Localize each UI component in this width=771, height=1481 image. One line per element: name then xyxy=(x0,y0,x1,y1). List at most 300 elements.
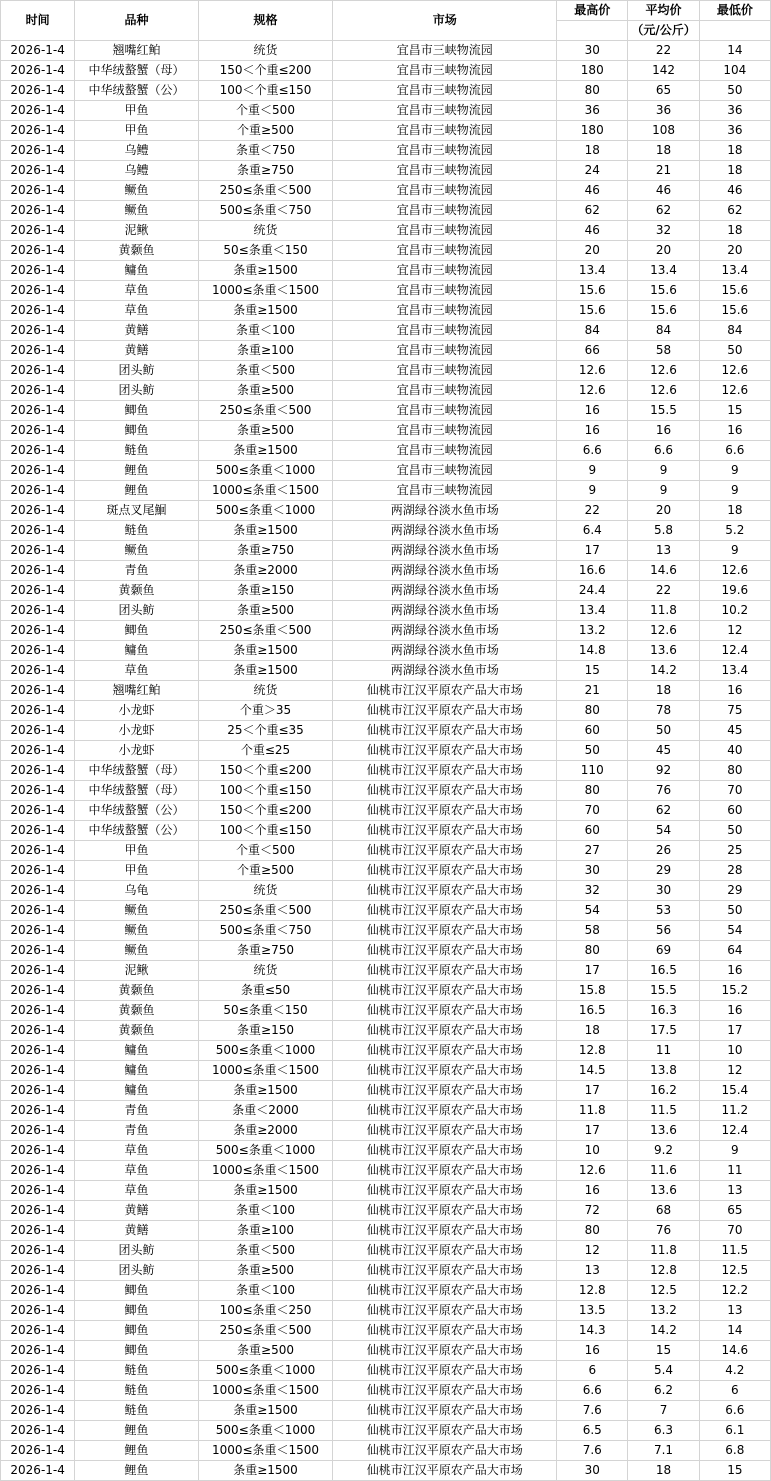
cell-avg: 26 xyxy=(628,841,699,861)
table-row xyxy=(1,1361,771,1381)
cell-date: 2026-1-4 xyxy=(1,1021,75,1041)
cell-spec: 条重≥1500 xyxy=(198,441,333,461)
cell-spec: 条重≥750 xyxy=(198,541,333,561)
cell-low: 16 xyxy=(699,681,770,701)
cell-spec: 条重≥1500 xyxy=(198,301,333,321)
cell-high: 14.5 xyxy=(557,1061,628,1081)
cell-spec: 统货 xyxy=(198,961,333,981)
cell-name: 鲢鱼 xyxy=(75,521,198,541)
cell-low: 25 xyxy=(699,841,770,861)
cell-market: 宜昌市三峡物流园 xyxy=(333,81,557,101)
cell-high: 16.5 xyxy=(557,1001,628,1021)
cell-avg: 15.6 xyxy=(628,301,699,321)
cell-market: 仙桃市江汉平原农产品大市场 xyxy=(333,761,557,781)
table-row xyxy=(1,661,771,681)
cell-avg: 6.3 xyxy=(628,1421,699,1441)
table-row xyxy=(1,781,771,801)
table-row xyxy=(1,1001,771,1021)
cell-low: 6 xyxy=(699,1381,770,1401)
cell-high: 27 xyxy=(557,841,628,861)
cell-high: 6.5 xyxy=(557,1421,628,1441)
cell-market: 仙桃市江汉平原农产品大市场 xyxy=(333,941,557,961)
cell-name: 中华绒螯蟹（公） xyxy=(75,801,198,821)
table-row xyxy=(1,1041,771,1061)
cell-spec: 条重＜500 xyxy=(198,361,333,381)
cell-avg: 69 xyxy=(628,941,699,961)
cell-spec: 条重≥750 xyxy=(198,941,333,961)
table-row xyxy=(1,981,771,1001)
cell-avg: 21 xyxy=(628,161,699,181)
cell-market: 仙桃市江汉平原农产品大市场 xyxy=(333,1241,557,1261)
table-row xyxy=(1,841,771,861)
cell-name: 黄颡鱼 xyxy=(75,981,198,1001)
cell-avg: 68 xyxy=(628,1201,699,1221)
cell-market: 仙桃市江汉平原农产品大市场 xyxy=(333,1021,557,1041)
cell-high: 30 xyxy=(557,1461,628,1481)
cell-date: 2026-1-4 xyxy=(1,561,75,581)
cell-name: 中华绒螯蟹（公） xyxy=(75,81,198,101)
cell-high: 60 xyxy=(557,821,628,841)
cell-market: 宜昌市三峡物流园 xyxy=(333,261,557,281)
table-row xyxy=(1,1201,771,1221)
cell-date: 2026-1-4 xyxy=(1,421,75,441)
cell-avg: 15.5 xyxy=(628,401,699,421)
cell-high: 13.2 xyxy=(557,621,628,641)
cell-high: 80 xyxy=(557,941,628,961)
cell-avg: 11.8 xyxy=(628,1241,699,1261)
cell-avg: 12.6 xyxy=(628,361,699,381)
cell-spec: 个重≤25 xyxy=(198,741,333,761)
cell-low: 15 xyxy=(699,1461,770,1481)
cell-name: 鲢鱼 xyxy=(75,1361,198,1381)
cell-avg: 50 xyxy=(628,721,699,741)
cell-spec: 25＜个重≤35 xyxy=(198,721,333,741)
cell-date: 2026-1-4 xyxy=(1,541,75,561)
cell-date: 2026-1-4 xyxy=(1,1101,75,1121)
cell-market: 宜昌市三峡物流园 xyxy=(333,41,557,61)
cell-name: 鳙鱼 xyxy=(75,641,198,661)
cell-name: 中华绒螯蟹（母） xyxy=(75,61,198,81)
cell-high: 80 xyxy=(557,701,628,721)
cell-avg: 15.6 xyxy=(628,281,699,301)
cell-low: 50 xyxy=(699,901,770,921)
cell-spec: 250≤条重＜500 xyxy=(198,1321,333,1341)
cell-market: 仙桃市江汉平原农产品大市场 xyxy=(333,681,557,701)
cell-name: 鳜鱼 xyxy=(75,201,198,221)
cell-high: 6.6 xyxy=(557,1381,628,1401)
cell-high: 16 xyxy=(557,401,628,421)
cell-date: 2026-1-4 xyxy=(1,1441,75,1461)
cell-name: 草鱼 xyxy=(75,301,198,321)
cell-avg: 18 xyxy=(628,1461,699,1481)
cell-avg: 32 xyxy=(628,221,699,241)
cell-avg: 15 xyxy=(628,1341,699,1361)
header-low: 最低价 xyxy=(699,1,770,21)
cell-spec: 50≤条重＜150 xyxy=(198,1001,333,1021)
table-row xyxy=(1,1181,771,1201)
cell-avg: 62 xyxy=(628,801,699,821)
cell-low: 12 xyxy=(699,1061,770,1081)
cell-name: 鳙鱼 xyxy=(75,1061,198,1081)
cell-avg: 9 xyxy=(628,461,699,481)
cell-name: 小龙虾 xyxy=(75,741,198,761)
cell-market: 仙桃市江汉平原农产品大市场 xyxy=(333,1461,557,1481)
cell-name: 团头鲂 xyxy=(75,1261,198,1281)
table-row xyxy=(1,1081,771,1101)
cell-spec: 100＜个重≤150 xyxy=(198,781,333,801)
header-market: 市场 xyxy=(333,1,557,41)
cell-date: 2026-1-4 xyxy=(1,201,75,221)
cell-name: 鲤鱼 xyxy=(75,461,198,481)
cell-low: 70 xyxy=(699,781,770,801)
cell-date: 2026-1-4 xyxy=(1,461,75,481)
cell-low: 45 xyxy=(699,721,770,741)
cell-spec: 统货 xyxy=(198,881,333,901)
cell-date: 2026-1-4 xyxy=(1,861,75,881)
cell-high: 6.6 xyxy=(557,441,628,461)
cell-low: 36 xyxy=(699,121,770,141)
cell-low: 12.5 xyxy=(699,1261,770,1281)
cell-avg: 13.6 xyxy=(628,1181,699,1201)
cell-avg: 12.8 xyxy=(628,1261,699,1281)
cell-high: 12.6 xyxy=(557,381,628,401)
cell-name: 鳜鱼 xyxy=(75,541,198,561)
cell-high: 180 xyxy=(557,61,628,81)
cell-date: 2026-1-4 xyxy=(1,881,75,901)
cell-market: 宜昌市三峡物流园 xyxy=(333,381,557,401)
cell-name: 青鱼 xyxy=(75,561,198,581)
cell-date: 2026-1-4 xyxy=(1,1061,75,1081)
cell-low: 10.2 xyxy=(699,601,770,621)
cell-spec: 条重＜2000 xyxy=(198,1101,333,1121)
cell-name: 黄颡鱼 xyxy=(75,241,198,261)
cell-market: 宜昌市三峡物流园 xyxy=(333,221,557,241)
cell-spec: 100≤条重＜250 xyxy=(198,1301,333,1321)
cell-name: 中华绒螯蟹（公） xyxy=(75,821,198,841)
cell-date: 2026-1-4 xyxy=(1,1041,75,1061)
cell-date: 2026-1-4 xyxy=(1,1381,75,1401)
cell-avg: 53 xyxy=(628,901,699,921)
cell-date: 2026-1-4 xyxy=(1,1221,75,1241)
cell-date: 2026-1-4 xyxy=(1,481,75,501)
cell-name: 团头鲂 xyxy=(75,1241,198,1261)
cell-spec: 500≤条重＜1000 xyxy=(198,1361,333,1381)
cell-low: 13 xyxy=(699,1301,770,1321)
cell-market: 仙桃市江汉平原农产品大市场 xyxy=(333,1301,557,1321)
cell-date: 2026-1-4 xyxy=(1,801,75,821)
cell-high: 7.6 xyxy=(557,1401,628,1421)
cell-low: 75 xyxy=(699,701,770,721)
cell-low: 9 xyxy=(699,461,770,481)
cell-spec: 条重≥150 xyxy=(198,581,333,601)
cell-market: 仙桃市江汉平原农产品大市场 xyxy=(333,1121,557,1141)
table-row xyxy=(1,101,771,121)
cell-name: 青鱼 xyxy=(75,1101,198,1121)
cell-avg: 9 xyxy=(628,481,699,501)
table-row xyxy=(1,941,771,961)
cell-high: 12.8 xyxy=(557,1041,628,1061)
cell-date: 2026-1-4 xyxy=(1,661,75,681)
cell-high: 7.6 xyxy=(557,1441,628,1461)
cell-spec: 条重≥1500 xyxy=(198,661,333,681)
cell-name: 团头鲂 xyxy=(75,361,198,381)
cell-date: 2026-1-4 xyxy=(1,821,75,841)
cell-low: 9 xyxy=(699,541,770,561)
cell-high: 180 xyxy=(557,121,628,141)
cell-spec: 条重≥1500 xyxy=(198,521,333,541)
cell-avg: 16 xyxy=(628,421,699,441)
cell-low: 9 xyxy=(699,1141,770,1161)
cell-low: 65 xyxy=(699,1201,770,1221)
cell-high: 15.6 xyxy=(557,281,628,301)
cell-market: 仙桃市江汉平原农产品大市场 xyxy=(333,1221,557,1241)
cell-avg: 16.5 xyxy=(628,961,699,981)
cell-date: 2026-1-4 xyxy=(1,1261,75,1281)
table-row xyxy=(1,181,771,201)
table-row xyxy=(1,801,771,821)
cell-low: 19.6 xyxy=(699,581,770,601)
cell-low: 15.2 xyxy=(699,981,770,1001)
cell-date: 2026-1-4 xyxy=(1,1141,75,1161)
table-row xyxy=(1,241,771,261)
cell-date: 2026-1-4 xyxy=(1,121,75,141)
table-row xyxy=(1,1241,771,1261)
cell-avg: 20 xyxy=(628,501,699,521)
cell-name: 黄颡鱼 xyxy=(75,1021,198,1041)
cell-date: 2026-1-4 xyxy=(1,701,75,721)
cell-low: 6.8 xyxy=(699,1441,770,1461)
cell-market: 宜昌市三峡物流园 xyxy=(333,161,557,181)
table-row xyxy=(1,641,771,661)
cell-low: 20 xyxy=(699,241,770,261)
cell-name: 黄鳝 xyxy=(75,341,198,361)
cell-date: 2026-1-4 xyxy=(1,221,75,241)
cell-spec: 条重≥500 xyxy=(198,1261,333,1281)
cell-high: 6 xyxy=(557,1361,628,1381)
cell-avg: 13.2 xyxy=(628,1301,699,1321)
cell-low: 13.4 xyxy=(699,261,770,281)
cell-avg: 7.1 xyxy=(628,1441,699,1461)
table-row xyxy=(1,1381,771,1401)
table-row xyxy=(1,761,771,781)
cell-low: 50 xyxy=(699,81,770,101)
cell-low: 12.2 xyxy=(699,1281,770,1301)
cell-date: 2026-1-4 xyxy=(1,741,75,761)
cell-avg: 16.2 xyxy=(628,1081,699,1101)
cell-high: 80 xyxy=(557,1221,628,1241)
table-row xyxy=(1,1421,771,1441)
cell-name: 翘嘴红鲌 xyxy=(75,681,198,701)
cell-high: 16 xyxy=(557,421,628,441)
cell-market: 仙桃市江汉平原农产品大市场 xyxy=(333,961,557,981)
cell-name: 小龙虾 xyxy=(75,721,198,741)
cell-market: 宜昌市三峡物流园 xyxy=(333,201,557,221)
cell-name: 青鱼 xyxy=(75,1121,198,1141)
cell-high: 12 xyxy=(557,1241,628,1261)
cell-market: 仙桃市江汉平原农产品大市场 xyxy=(333,841,557,861)
cell-avg: 6.6 xyxy=(628,441,699,461)
cell-avg: 15.5 xyxy=(628,981,699,1001)
cell-market: 仙桃市江汉平原农产品大市场 xyxy=(333,1321,557,1341)
cell-name: 黄鳝 xyxy=(75,1201,198,1221)
cell-date: 2026-1-4 xyxy=(1,721,75,741)
cell-low: 6.6 xyxy=(699,1401,770,1421)
cell-name: 鲢鱼 xyxy=(75,1401,198,1421)
cell-spec: 50≤条重＜150 xyxy=(198,241,333,261)
table-row xyxy=(1,1281,771,1301)
cell-date: 2026-1-4 xyxy=(1,501,75,521)
cell-low: 64 xyxy=(699,941,770,961)
cell-date: 2026-1-4 xyxy=(1,1421,75,1441)
header-unit: （元/公斤） xyxy=(628,21,699,41)
cell-avg: 7 xyxy=(628,1401,699,1421)
cell-spec: 统货 xyxy=(198,681,333,701)
table-row xyxy=(1,201,771,221)
cell-low: 14.6 xyxy=(699,1341,770,1361)
cell-spec: 条重≤50 xyxy=(198,981,333,1001)
cell-market: 仙桃市江汉平原农产品大市场 xyxy=(333,1421,557,1441)
cell-low: 28 xyxy=(699,861,770,881)
cell-high: 9 xyxy=(557,481,628,501)
cell-name: 鲤鱼 xyxy=(75,481,198,501)
cell-avg: 13 xyxy=(628,541,699,561)
cell-date: 2026-1-4 xyxy=(1,1401,75,1421)
cell-low: 18 xyxy=(699,141,770,161)
cell-spec: 500≤条重＜750 xyxy=(198,921,333,941)
table-row xyxy=(1,421,771,441)
cell-avg: 5.4 xyxy=(628,1361,699,1381)
cell-low: 15.6 xyxy=(699,301,770,321)
cell-low: 62 xyxy=(699,201,770,221)
header-low-blank xyxy=(699,21,770,41)
cell-high: 12.6 xyxy=(557,1161,628,1181)
cell-avg: 65 xyxy=(628,81,699,101)
cell-low: 40 xyxy=(699,741,770,761)
table-row xyxy=(1,1021,771,1041)
cell-market: 两湖绿谷淡水鱼市场 xyxy=(333,641,557,661)
cell-name: 乌鳢 xyxy=(75,161,198,181)
cell-name: 草鱼 xyxy=(75,1141,198,1161)
cell-date: 2026-1-4 xyxy=(1,921,75,941)
cell-low: 11 xyxy=(699,1161,770,1181)
table-row xyxy=(1,281,771,301)
table-body xyxy=(1,41,771,1481)
cell-name: 黄颡鱼 xyxy=(75,581,198,601)
cell-spec: 250≤条重＜500 xyxy=(198,181,333,201)
table-row xyxy=(1,741,771,761)
table-row xyxy=(1,721,771,741)
cell-spec: 个重＜500 xyxy=(198,101,333,121)
cell-high: 12.8 xyxy=(557,1281,628,1301)
cell-avg: 18 xyxy=(628,141,699,161)
cell-market: 两湖绿谷淡水鱼市场 xyxy=(333,621,557,641)
cell-low: 5.2 xyxy=(699,521,770,541)
cell-spec: 250≤条重＜500 xyxy=(198,901,333,921)
cell-spec: 条重≥2000 xyxy=(198,1121,333,1141)
cell-avg: 14.6 xyxy=(628,561,699,581)
cell-spec: 500≤条重＜750 xyxy=(198,201,333,221)
cell-avg: 14.2 xyxy=(628,661,699,681)
cell-name: 鳜鱼 xyxy=(75,921,198,941)
cell-low: 70 xyxy=(699,1221,770,1241)
cell-date: 2026-1-4 xyxy=(1,81,75,101)
cell-name: 乌龟 xyxy=(75,881,198,901)
cell-avg: 84 xyxy=(628,321,699,341)
table-row xyxy=(1,901,771,921)
cell-name: 鳙鱼 xyxy=(75,261,198,281)
cell-low: 6.6 xyxy=(699,441,770,461)
cell-high: 58 xyxy=(557,921,628,941)
cell-high: 14.3 xyxy=(557,1321,628,1341)
cell-avg: 76 xyxy=(628,781,699,801)
cell-avg: 78 xyxy=(628,701,699,721)
cell-date: 2026-1-4 xyxy=(1,241,75,261)
cell-high: 15.6 xyxy=(557,301,628,321)
table-row xyxy=(1,321,771,341)
cell-high: 22 xyxy=(557,501,628,521)
table-header xyxy=(1,1,771,41)
cell-name: 鲫鱼 xyxy=(75,1301,198,1321)
cell-date: 2026-1-4 xyxy=(1,1341,75,1361)
cell-market: 仙桃市江汉平原农产品大市场 xyxy=(333,901,557,921)
cell-avg: 16.3 xyxy=(628,1001,699,1021)
cell-avg: 13.4 xyxy=(628,261,699,281)
cell-date: 2026-1-4 xyxy=(1,1181,75,1201)
cell-avg: 9.2 xyxy=(628,1141,699,1161)
cell-low: 18 xyxy=(699,161,770,181)
table-row xyxy=(1,41,771,61)
cell-spec: 1000≤条重＜1500 xyxy=(198,1381,333,1401)
cell-high: 17 xyxy=(557,1081,628,1101)
cell-spec: 条重≥500 xyxy=(198,381,333,401)
cell-spec: 100＜个重≤150 xyxy=(198,81,333,101)
cell-name: 甲鱼 xyxy=(75,841,198,861)
cell-market: 仙桃市江汉平原农产品大市场 xyxy=(333,701,557,721)
cell-low: 36 xyxy=(699,101,770,121)
table-row xyxy=(1,561,771,581)
cell-name: 鲫鱼 xyxy=(75,1281,198,1301)
cell-avg: 13.8 xyxy=(628,1061,699,1081)
cell-market: 宜昌市三峡物流园 xyxy=(333,461,557,481)
cell-low: 14 xyxy=(699,41,770,61)
cell-spec: 统货 xyxy=(198,41,333,61)
cell-market: 宜昌市三峡物流园 xyxy=(333,281,557,301)
cell-market: 宜昌市三峡物流园 xyxy=(333,341,557,361)
cell-low: 15.6 xyxy=(699,281,770,301)
cell-high: 54 xyxy=(557,901,628,921)
cell-market: 仙桃市江汉平原农产品大市场 xyxy=(333,981,557,1001)
cell-market: 仙桃市江汉平原农产品大市场 xyxy=(333,821,557,841)
cell-spec: 条重≥100 xyxy=(198,1221,333,1241)
cell-name: 泥鳅 xyxy=(75,961,198,981)
cell-spec: 500≤条重＜1000 xyxy=(198,1141,333,1161)
cell-market: 两湖绿谷淡水鱼市场 xyxy=(333,561,557,581)
cell-high: 36 xyxy=(557,101,628,121)
cell-low: 84 xyxy=(699,321,770,341)
cell-avg: 12.5 xyxy=(628,1281,699,1301)
cell-high: 14.8 xyxy=(557,641,628,661)
cell-low: 80 xyxy=(699,761,770,781)
cell-name: 鳙鱼 xyxy=(75,1041,198,1061)
cell-high: 17 xyxy=(557,541,628,561)
cell-name: 鲢鱼 xyxy=(75,441,198,461)
cell-name: 鲫鱼 xyxy=(75,621,198,641)
cell-avg: 11.5 xyxy=(628,1101,699,1121)
table-row xyxy=(1,601,771,621)
table-row xyxy=(1,441,771,461)
cell-date: 2026-1-4 xyxy=(1,601,75,621)
header-spec: 规格 xyxy=(198,1,333,41)
